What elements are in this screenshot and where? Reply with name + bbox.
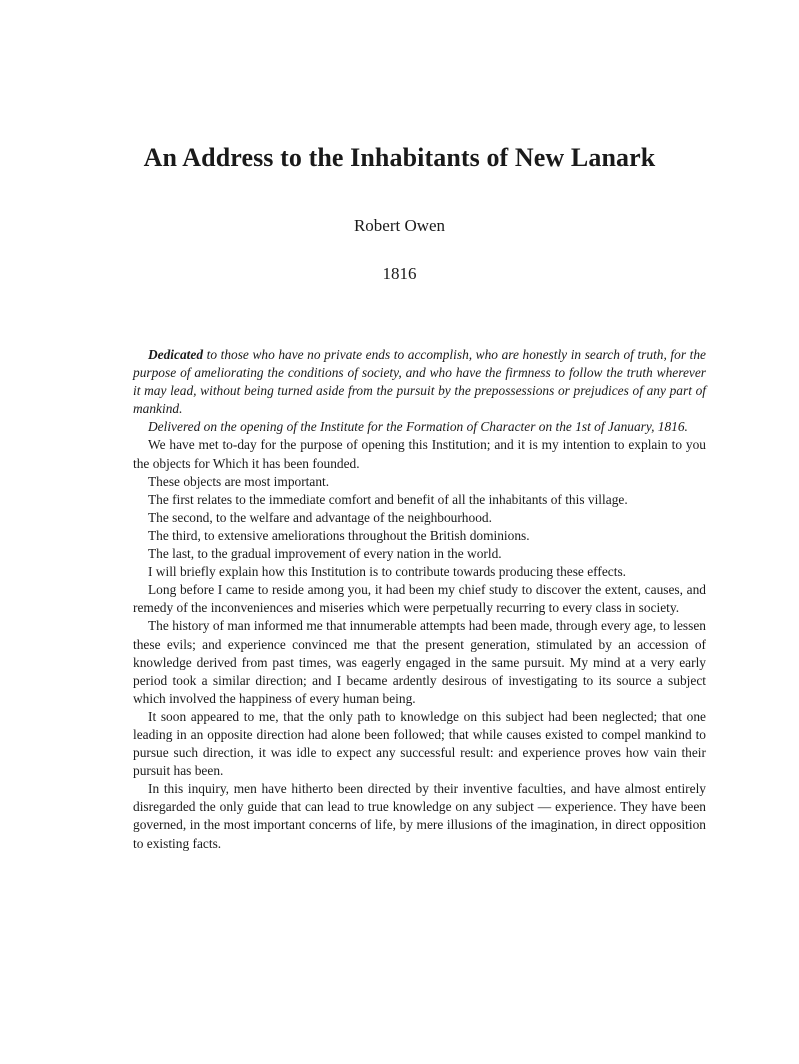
body-paragraph: We have met to-day for the purpose of opening this Institution; and it is my intention to explain to you the objects for Which it has been founded.	[133, 437, 706, 471]
body-paragraph: The first relates to the immediate comfort and benefit of all the inhabitants of this village.	[148, 491, 628, 507]
dedication-paragraph	[133, 346, 706, 418]
document-body	[133, 346, 706, 853]
body-paragraph: The history of man informed me that innumerable attempts had been made, through every age, to lessen these evils; and experience convinced me that the present generation, stimulated by an accession of knowledge derived from past times, was eagerly engaged in the same pursuit. My mind at a very early period took a similar direction; and I became ardently desirous of investigating to its source a subject which involved the happiness of every human being.	[133, 618, 706, 706]
dedication-text: to those who have no private ends to accomplish, who are honestly in search of truth, for the purpose of ameliorating the conditions of society, and who have the firmness to follow the truth wherever it may lead, without being turned aside from the pursuit by the prepossessions or prejudices of any part of mankind.	[133, 347, 706, 417]
body-paragraph: The second, to the welfare and advantage of the neighbourhood.	[148, 509, 492, 525]
body-paragraph: It soon appeared to me, that the only path to knowledge on this subject had been neglected; that one leading in an opposite direction had alone been followed; that while causes existed to compel mankind to pursue such direction, it was idle to expect any successful result: and experience proves how vain their pursuit has been.	[133, 708, 706, 779]
body-paragraph: In this inquiry, men have hitherto been directed by their inventive faculties, and have almost entirely disregarded the only guide that can lead to true knowledge on any subject — experience. They have been governed, in the most important concerns of life, by mere illusions of the imagination, in direct opposition to existing facts.	[133, 781, 706, 851]
body-paragraph: The third, to extensive ameliorations throughout the British dominions.	[148, 527, 530, 543]
document-date: 1816	[382, 264, 417, 283]
body-paragraph: These objects are most important.	[148, 473, 330, 489]
dedication-lead: Dedicated	[148, 347, 204, 362]
body-paragraph: Long before I came to reside among you, it had been my chief study to discover the extent, causes, and remedy of the inconveniences and miseries which were perpetually recurring to every class in society.	[133, 582, 706, 616]
body-paragraph: The last, to the gradual improvement of every nation in the world.	[148, 546, 502, 562]
delivered-paragraph: Delivered on the opening of the Institute for the Formation of Character on the 1st of January, 1816.	[148, 419, 688, 435]
document-title: An Address to the Inhabitants of New Lanark	[143, 143, 656, 172]
body-paragraph: I will briefly explain how this Institution is to contribute towards producing these effects.	[148, 564, 627, 580]
document-author: Robert Owen	[353, 216, 446, 235]
